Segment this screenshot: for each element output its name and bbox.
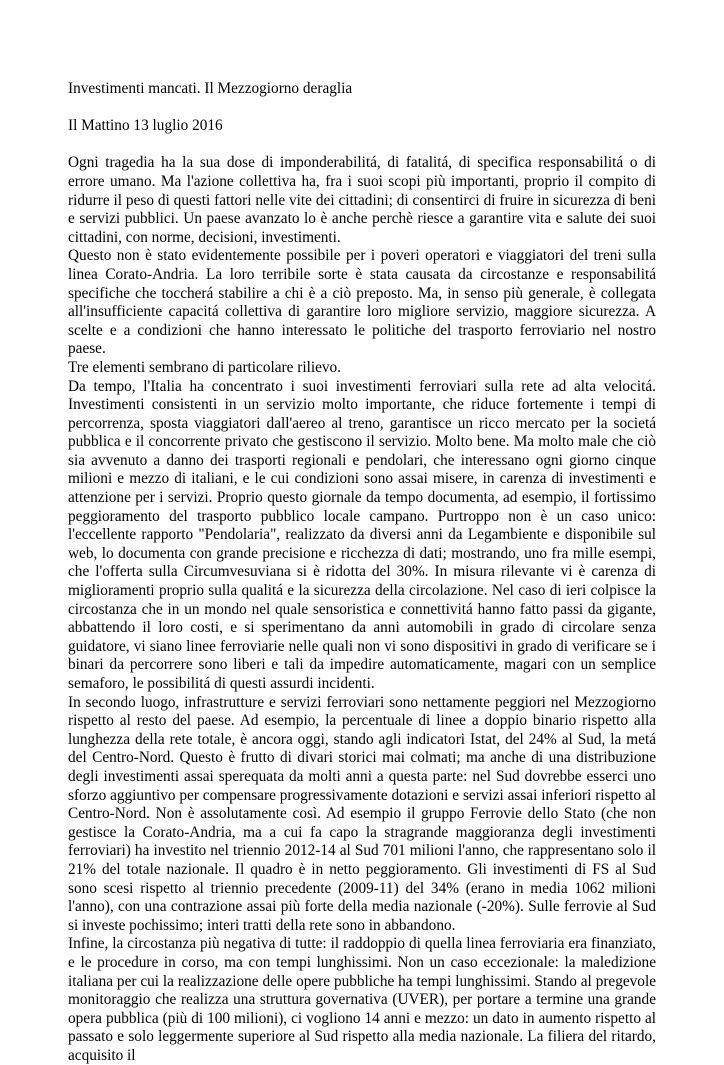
paragraph: Ogni tragedia ha la sua dose di imponderabilitá, di fatalitá, di specifica responsabilitá o di errore umano. Ma l'azione collettiva ha, fra i suoi scopi più importanti, proprio il compito di ridurre il peso di questi fattori nelle vite dei cittadini; di consentirci di fruire in sicurezza di beni e servizi pubblici. Un paese avanzato lo è anche perchè riesce a garantire vita e salute dei suoi cittadini, con norme, decisioni, investimenti.: [68, 154, 656, 246]
paragraph: Tre elementi sembrano di particolare rilievo.: [68, 358, 341, 376]
paragraph: Da tempo, l'Italia ha concentrato i suoi investimenti ferroviari sulla rete ad alta velocitá. Investimenti consistenti in un servizio molto importante, che riduce fortemente i tempi di percorrenza, sposta viaggiatori dall'aereo al treno, garantisce un ricco mercato per la societá pubblica e il concorrente privato che gestiscono il servizio. Molto bene. Ma molto male che ciò sia avvenuto a danno dei trasporti regionali e pendolari, che interessano ogni giorno cinque milioni e mezzo di italiani, e le cui condizioni sono assai misere, in carenza di investimenti e attenzione per i servizi. Proprio questo giornale da tempo documenta, ad esempio, il fortissimo peggioramento del trasporto pubblico locale campano. Purtroppo non è un caso unico: l'eccellente rapporto "Pendolaria", realizzato da diversi anni da Legambiente e disponibile sul web, lo documenta con grande precisione e ricchezza di dati; mostrando, uno fra mille esempi, che l'offerta sulla Circumvesuviana si è ridotta del 30%. In misura rilevante vi è carenza di miglioramenti proprio sulla qualitá e la sicurezza della circolazione. Nel caso di ieri colpisce la circostanza che in un mondo nel quale sensoristica e connettivitá hanno fatto passi da gigante, abbattendo il loro costi, e si sperimentano da anni automobili in grado di circolare senza guidatore, vi siano linee ferroviarie nelle quali non vi sono dispositivi in grado di verificare se i binari da percorrere sono liberi e tali da impedire automaticamente, magari con un semplice semaforo, le possibilitá di questi assurdi incidenti.: [68, 377, 656, 692]
paragraph: In secondo luogo, infrastrutture e servizi ferroviari sono nettamente peggiori nel Mezzogiorno rispetto al resto del paese. Ad esempio, la percentuale di linee a doppio binario rispetto alla lunghezza della rete totale, è ancora oggi, stando agli indicatori Istat, del 24% al Sud, la metá del Centro-Nord. Questo è frutto di divari storici mai colmati; ma anche di una distribuzione degli investimenti assai sperequata da molti anni a questa parte: nel Sud dovrebbe esserci uno sforzo aggiuntivo per compensare progressivamente dotazioni e servizi assai inferiori rispetto al Centro-Nord. Non è assolutamente così. Ad esempio il gruppo Ferrovie dello Stato (che non gestisce la Corato-Andria, ma a cui fa capo la stragrande maggioranza degli investimenti ferroviari) ha investito nel triennio 2012-14 al Sud 701 milioni l'anno, che rappresentano solo il 21% del totale nazionale. Il quadro è in netto peggioramento. Gli investimenti di FS al Sud sono scesi rispetto al triennio precedente (2009-11) del 34% (erano in media 1062 milioni l'anno), con una contrazione assai più forte della media nazionale (-20%). Sulle ferrovie al Sud si investe pochissimo; interi tratti della rete sono in abbandono.: [68, 693, 656, 934]
document-page: [68, 80, 656, 1065]
spacer: [68, 136, 656, 155]
spacer: [68, 99, 656, 118]
paragraph: Infine, la circostanza più negativa di tutte: il raddoppio di quella linea ferroviaria era finanziato, e le procedure in corso, ma con tempi lunghissimi. Non un caso eccezionale: la maledizione italiana per cui la realizzazione delle opere pubbliche ha tempi lunghissimi. Stando al pregevole monitoraggio che realizza una struttura governativa (UVER), per portare a termine una grande opera pubblica (più di 100 milioni), ci vogliono 14 anni e mezzo: un dato in aumento rispetto al passato e solo leggermente superiore al Sud rispetto alla media nazionale. La filiera del ritardo, acquisito il: [68, 935, 656, 1064]
article-source: Il Mattino 13 luglio 2016: [68, 117, 223, 135]
article-title: Investimenti mancati. Il Mezzogiorno deraglia: [68, 80, 353, 97]
paragraph: Questo non è stato evidentemente possibile per i poveri operatori e viaggiatori del treni sulla linea Corato-Andria. La loro terribile sorte è stata causata da circostanze e responsabilitá specifiche che toccherá stabilire a chi è a ciò preposto. Ma, in senso più generale, è collegata all'insufficiente capacitá collettiva di garantire loro migliore servizio, maggiore sicurezza. A scelte e a condizioni che hanno interessato le politiche del trasporto ferroviario nel nostro paese.: [68, 247, 656, 358]
